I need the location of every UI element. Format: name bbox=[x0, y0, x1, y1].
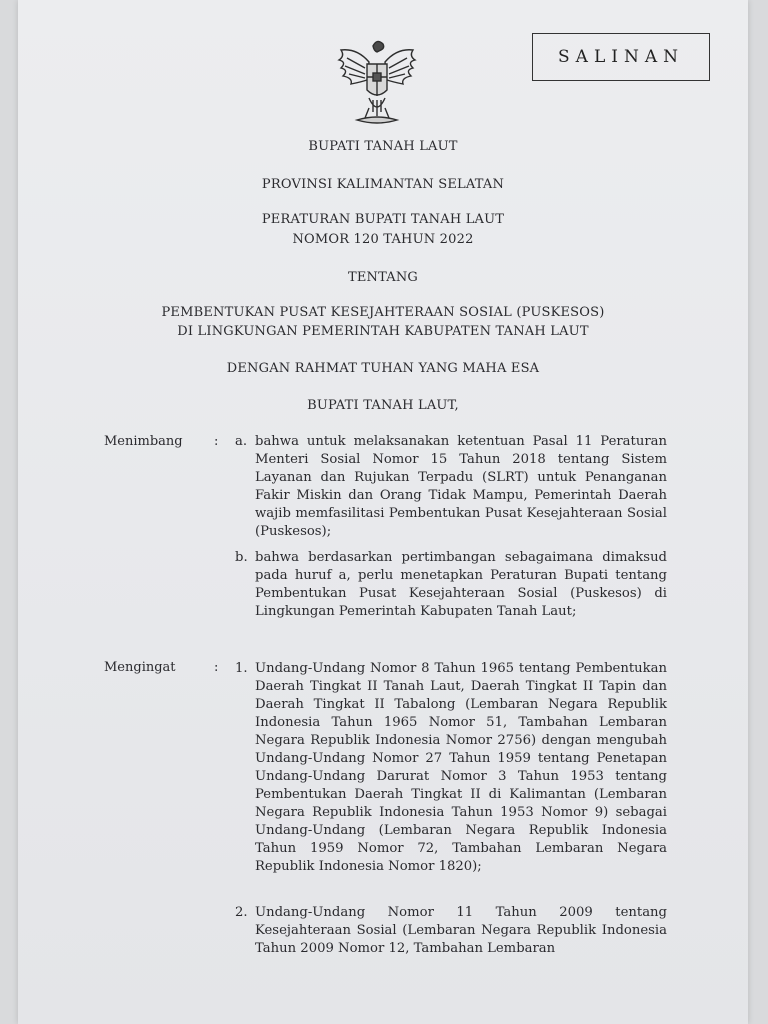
regulation-number: NOMOR 120 TAHUN 2022 bbox=[292, 232, 474, 247]
salinan-stamp bbox=[532, 33, 710, 81]
menimbang-label: Menimbang bbox=[104, 434, 183, 449]
item-text: Undang-Undang Nomor 11 Tahun 2009 tentang Kesejahteraan Sosial (Lembaran Negara Republik Indonesia Tahun 2009 Nomor 12, Tambahan Lembaran bbox=[255, 905, 667, 956]
menimbang-colon: : bbox=[214, 434, 219, 449]
item-marker: 2. bbox=[235, 905, 248, 920]
document-page bbox=[18, 0, 748, 1024]
blessing-line: DENGAN RAHMAT TUHAN YANG MAHA ESA bbox=[226, 361, 540, 376]
mengingat-label: Mengingat bbox=[104, 660, 176, 675]
about-heading: TENTANG bbox=[347, 270, 419, 285]
item-marker: 1. bbox=[235, 661, 248, 676]
regulation-title: PERATURAN BUPATI TANAH LAUT bbox=[261, 212, 505, 227]
mengingat-colon: : bbox=[214, 660, 219, 675]
item-text: Undang-Undang Nomor 8 Tahun 1965 tentang Pembentukan Daerah Tingkat II Tanah Laut, Daerah Tingkat II Tapin dan Daerah Tingkat II Tabalong (Lembaran Negara Republik Indonesia Tahun 1965 Nomor 51, Tambahan Lembaran Negara Republik Indonesia Nomor 2756) dengan mengubah Undang-Undang Nomor 27 Tahun 1959 tentang Penetapan Undang-Undang Darurat Nomor 3 Tahun 1953 tentang Pembentukan Daerah Tingkat II di Kalimantan (Lembaran Negara Republik Indonesia Tahun 1953 Nomor 9) sebagai Undang-Undang (Lembaran Negara Republik Indonesia Tahun 1959 Nomor 72, Tambahan Lembaran Negara Republik Indonesia Nomor 1820); bbox=[255, 661, 667, 874]
province-line: PROVINSI KALIMANTAN SELATAN bbox=[261, 177, 505, 192]
menimbang-item-a bbox=[235, 433, 667, 541]
mengingat-item-2 bbox=[235, 904, 667, 958]
item-marker: b. bbox=[235, 550, 248, 565]
item-text: bahwa berdasarkan pertimbangan sebagaimana dimaksud pada huruf a, perlu menetapkan Peraturan Bupati tentang Pembentukan Pusat Kesejahteraan Sosial (Puskesos) di Lingkungan Pemerintah Kabupaten Tanah Laut; bbox=[255, 550, 667, 619]
menimbang-item-b bbox=[235, 549, 667, 621]
issuer-title: BUPATI TANAH LAUT bbox=[308, 139, 458, 154]
item-marker: a. bbox=[235, 434, 248, 449]
issuer-signatory: BUPATI TANAH LAUT, bbox=[307, 398, 459, 413]
mengingat-item-1 bbox=[235, 660, 667, 876]
subject-line-1: PEMBENTUKAN PUSAT KESEJAHTERAAN SOSIAL (PUSKESOS) bbox=[161, 305, 605, 320]
item-text: bahwa untuk melaksanakan ketentuan Pasal 11 Peraturan Menteri Sosial Nomor 15 Tahun 2018 tentang Sistem Layanan dan Rujukan Terpadu (SLRT) untuk Penanganan Fakir Miskin dan Orang Tidak Mampu, Pemerintah Daerah wajib memfasilitasi Pembentukan Pusat Kesejahteraan Sosial (Puskesos); bbox=[255, 434, 667, 539]
garuda-emblem-icon bbox=[327, 34, 427, 134]
subject-line-2: DI LINGKUNGAN PEMERINTAH KABUPATEN TANAH LAUT bbox=[177, 324, 589, 339]
stamp-text: SALINAN bbox=[558, 47, 684, 67]
